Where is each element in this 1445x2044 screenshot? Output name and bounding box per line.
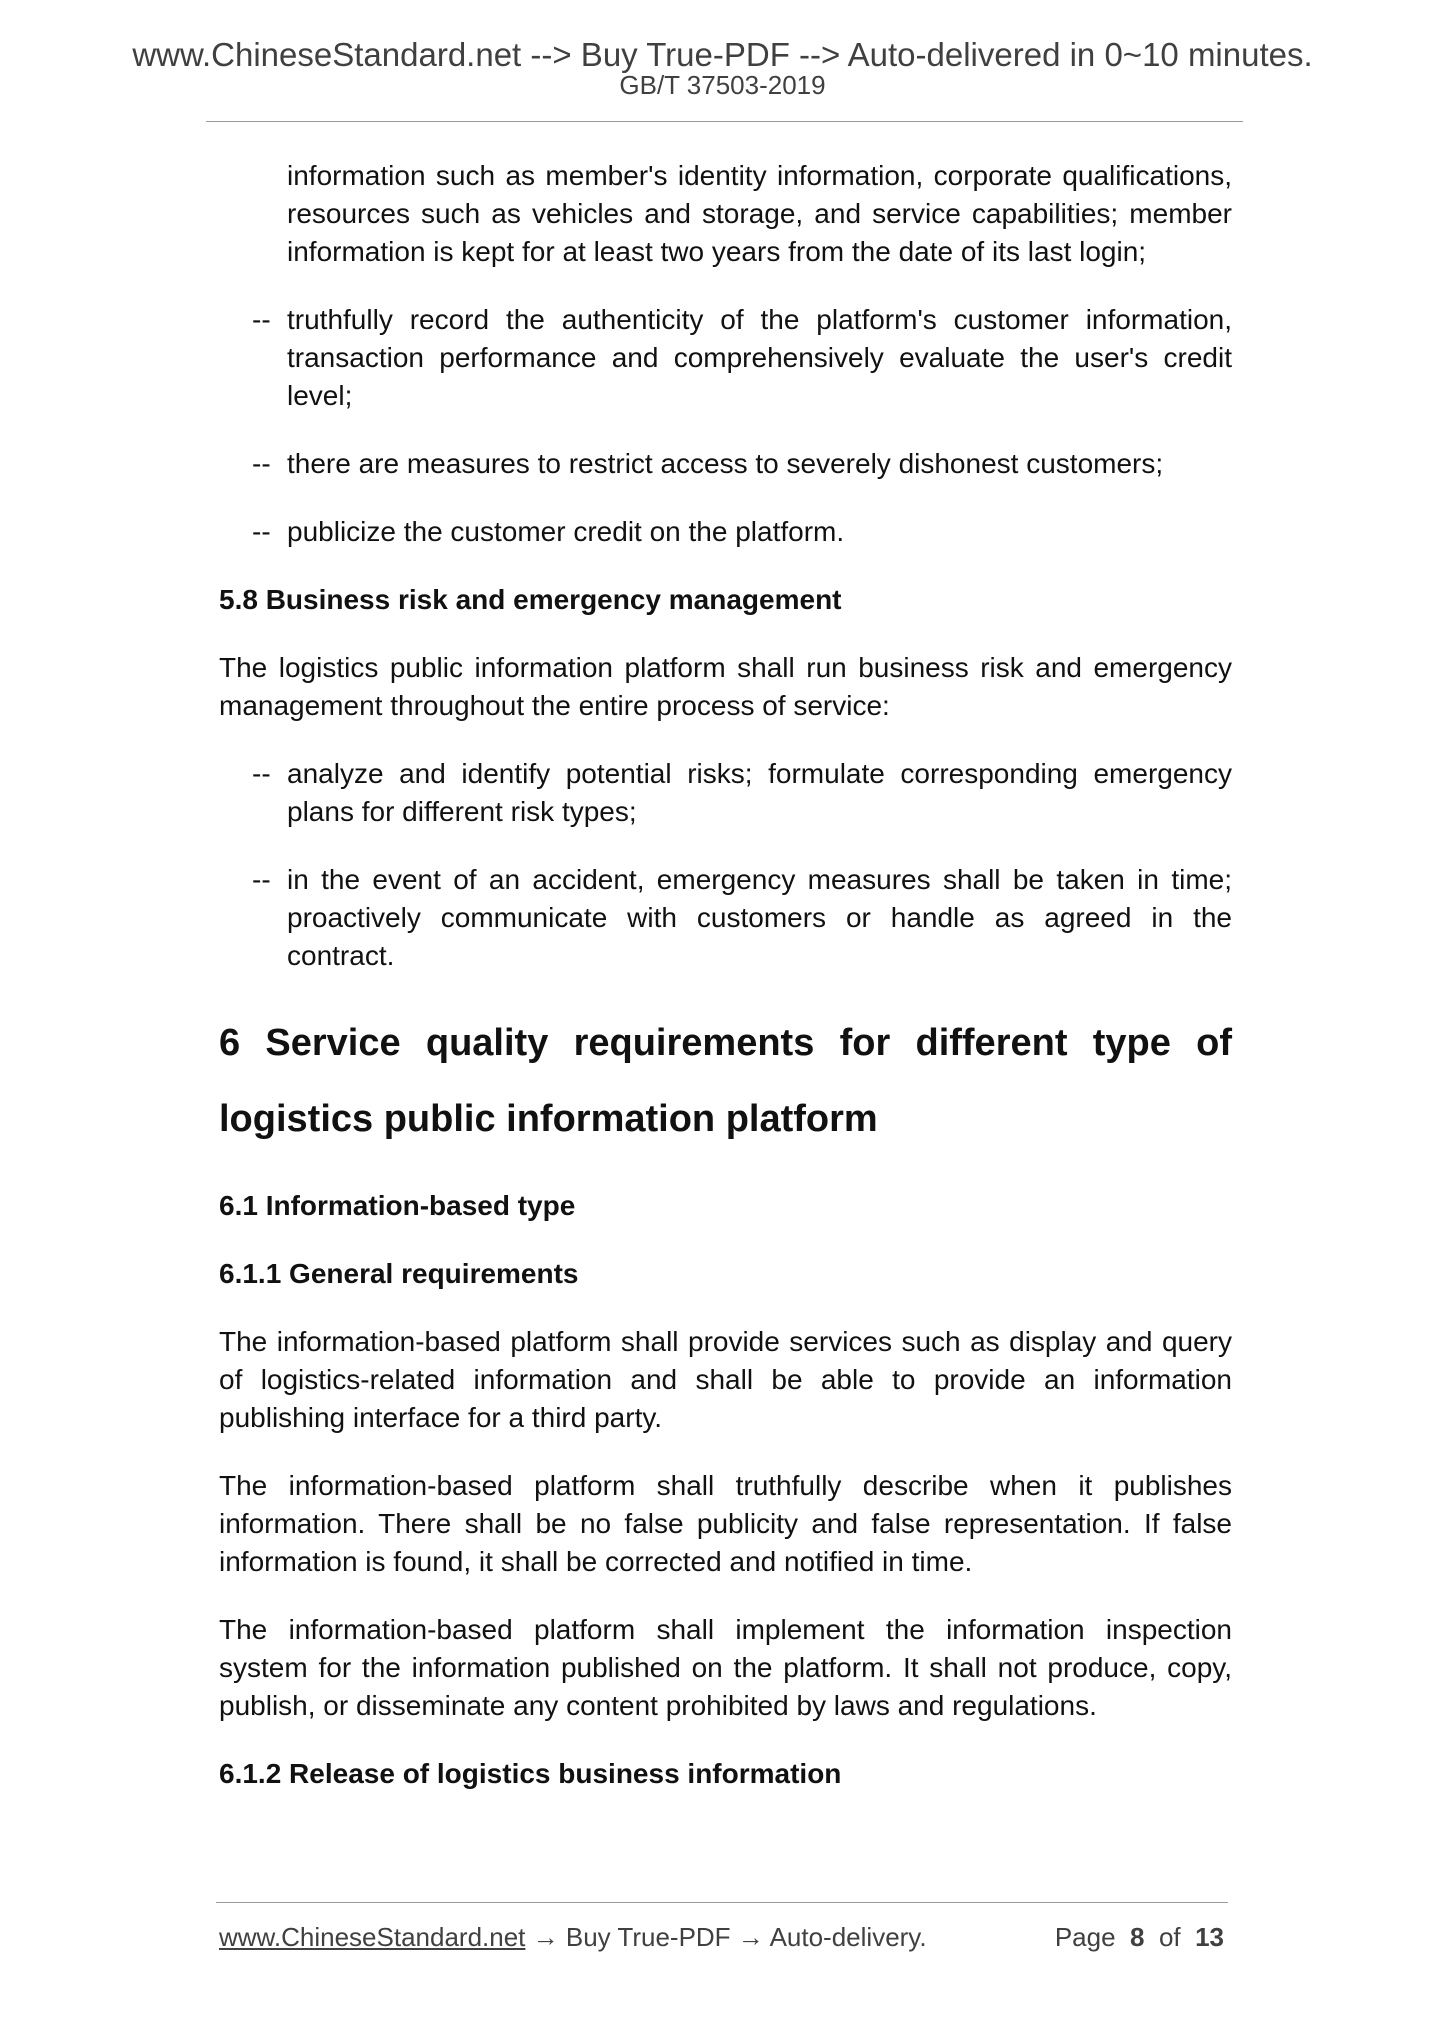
list-dash: --	[252, 864, 271, 895]
header-divider	[206, 121, 1243, 122]
list-dash: --	[252, 516, 271, 547]
list-item: -- publicize the customer credit on the platform.	[219, 513, 1232, 551]
list-item: -- there are measures to restrict access to severely dishonest customers;	[219, 445, 1232, 483]
footer-link[interactable]: www.ChineseStandard.net	[219, 1922, 526, 1952]
footer-promo	[219, 1919, 927, 1955]
section-heading-5-8: 5.8 Business risk and emergency management	[219, 584, 842, 615]
section-heading-6-1-2: 6.1.2 Release of logistics business information	[219, 1758, 842, 1789]
footer-promo-text: → Buy True-PDF → Auto-delivery.	[525, 1922, 927, 1952]
paragraph: The information-based platform shall truthfully describe when it publishes information. There shall be no false publicity and false representation. If false information is found, it shall be corrected and notified in time.	[219, 1470, 1232, 1577]
list-dash: --	[252, 758, 271, 789]
header-banner: www.ChineseStandard.net --> Buy True-PDF --> Auto-delivered in 0~10 minutes.	[132, 36, 1313, 73]
standard-code: GB/T 37503-2019	[619, 70, 826, 100]
page-number: Page 8 of 13	[1054, 1922, 1224, 1952]
document-body	[219, 157, 1232, 1823]
list-dash: --	[252, 304, 271, 335]
paragraph: The logistics public information platform shall run business risk and emergency management throughout the entire process of service:	[219, 652, 1232, 721]
list-item: -- in the event of an accident, emergency measures shall be taken in time; proactively communicate with customers or handle as agreed in the contract.	[219, 861, 1232, 975]
list-item: -- truthfully record the authenticity of the platform's customer information, transaction performance and comprehensively evaluate the user's credit level;	[219, 301, 1232, 415]
list-dash: --	[252, 448, 271, 479]
footer-divider	[216, 1902, 1228, 1903]
section-heading-6-1-1: 6.1.1 General requirements	[219, 1258, 579, 1289]
list-item-continued: information such as member's identity information, corporate qualifications, resources such as vehicles and storage, and service capabilities; member information is kept for at least two years from the date of its last login;	[287, 160, 1232, 267]
list-item: -- analyze and identify potential risks; formulate corresponding emergency plans for different risk types;	[219, 755, 1232, 831]
section-heading-6-1: 6.1 Information-based type	[219, 1190, 576, 1221]
section-heading-6: 6 Service quality requirements for different type of logistics public information platform	[219, 1022, 1232, 1140]
paragraph: The information-based platform shall implement the information inspection system for the information published on the platform. It shall not produce, copy, publish, or disseminate any content prohibited by laws and regulations.	[219, 1614, 1232, 1721]
paragraph: The information-based platform shall provide services such as display and query of logistics-related information and shall be able to provide an information publishing interface for a third party.	[219, 1326, 1232, 1433]
